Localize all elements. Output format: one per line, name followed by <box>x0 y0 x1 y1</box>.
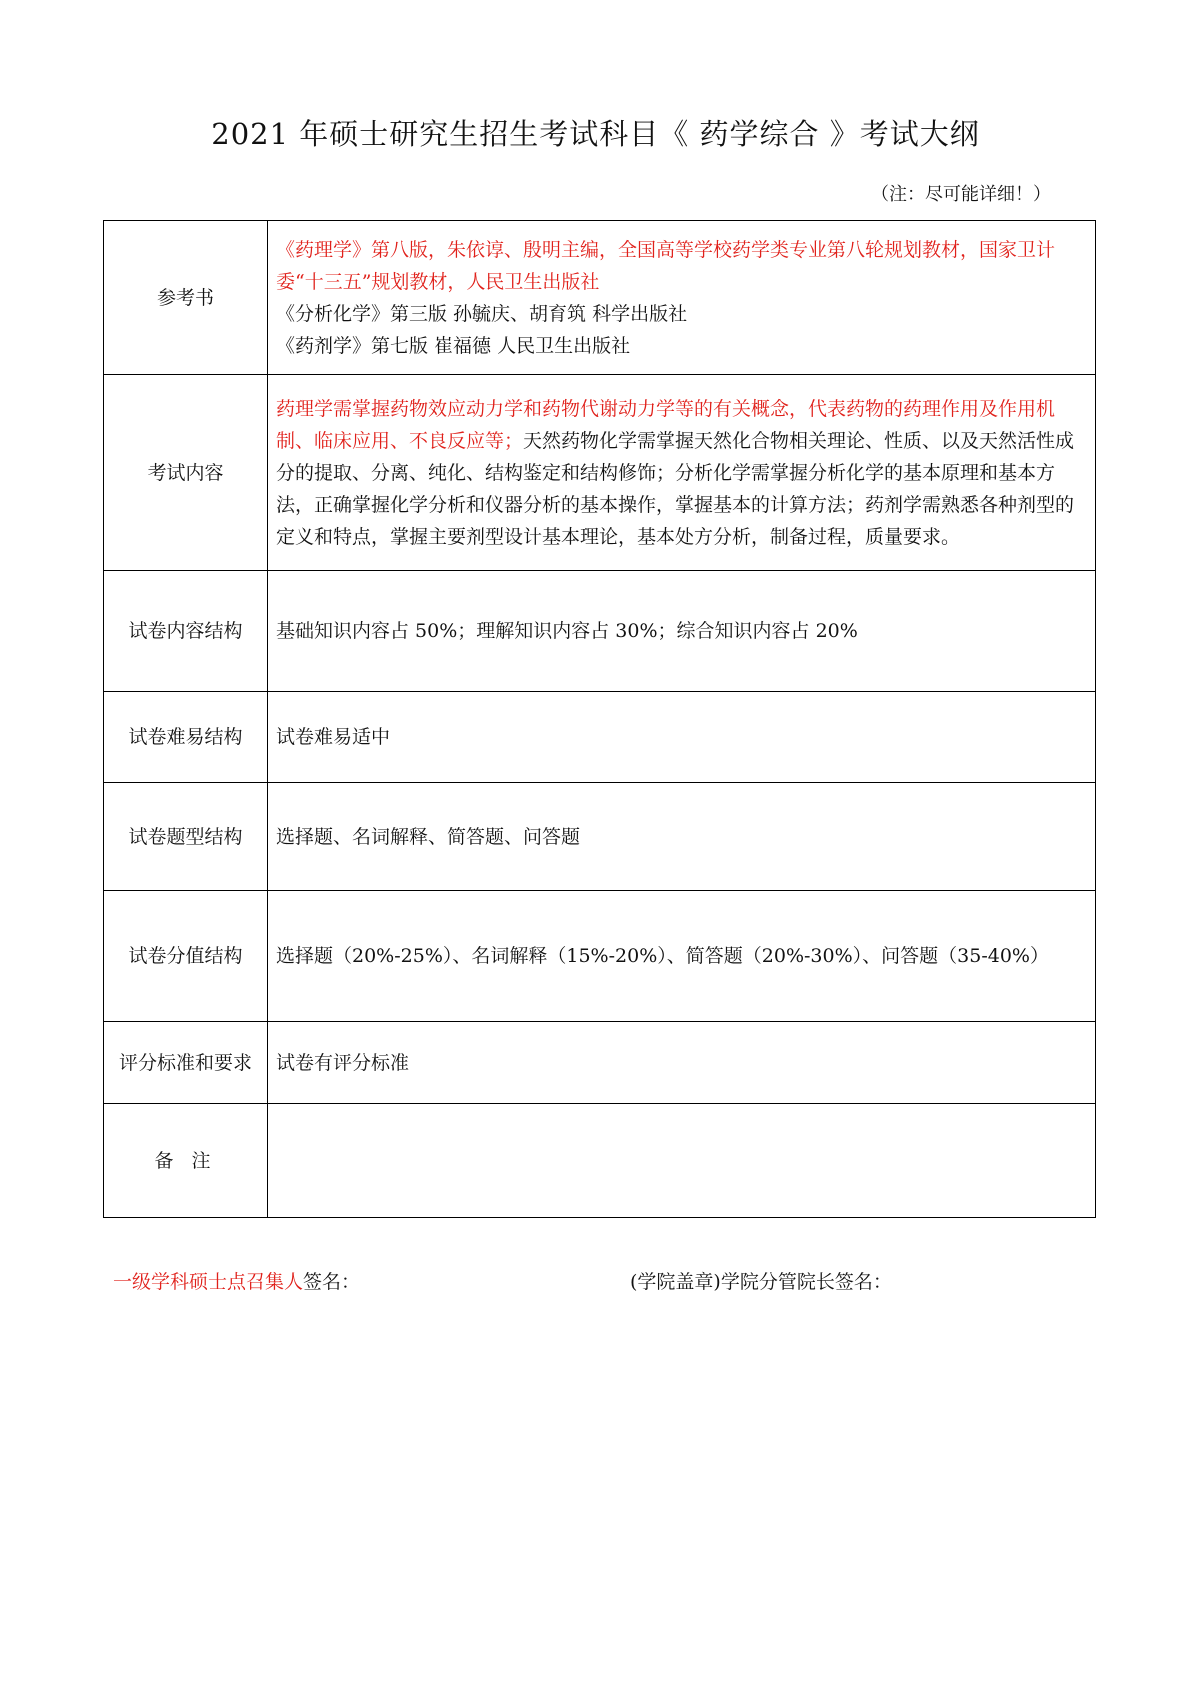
convener-label: 一级学科硕士点召集人 <box>113 1271 304 1293</box>
exam-content-pharmacology: 药理学需掌握药物效应动力学和药物代谢动力学等的有关概念，代表药物的药理作用及作用机制、临床应用、不良反应等； <box>276 397 1056 452</box>
table-row-grading <box>104 1022 1096 1104</box>
label-score-structure: 试卷分值结构 <box>104 891 268 1022</box>
exam-content-other: 天然药物化学需掌握天然化合物相关理论、性质、以及天然活性成分的提取、分离、纯化、结构鉴定和结构修饰；分析化学需掌握分析化学的基本原理和基本方法，正确掌握化学分析和仪器分析的基本操作，掌握基本的计算方法；药剂学需熟悉各种剂型的定义和特点，掌握主要剂型设计基本理论，基本处方分析，制备过程，质量要求。 <box>276 429 1075 548</box>
table-row-structure <box>104 571 1096 692</box>
value-exam-content <box>268 375 1096 571</box>
table-row-difficulty <box>104 692 1096 783</box>
label-question-types: 试卷题型结构 <box>104 783 268 891</box>
table-row-types <box>104 783 1096 891</box>
label-exam-content: 考试内容 <box>104 375 268 571</box>
dean-signature: (学院盖章)学院分管院长签名： <box>630 1271 892 1293</box>
convener-signature <box>113 1267 360 1294</box>
label-difficulty-structure: 试卷难易结构 <box>104 692 268 783</box>
value-remarks <box>268 1104 1096 1218</box>
label-grading-standard: 评分标准和要求 <box>104 1022 268 1104</box>
value-difficulty-structure: 试卷难易适中 <box>268 692 1096 783</box>
reference-book-2: 《分析化学》第三版 孙毓庆、胡育筑 科学出版社 <box>276 302 688 325</box>
value-reference-books <box>268 221 1096 375</box>
table-row-scores <box>104 891 1096 1022</box>
value-question-types: 选择题、名词解释、简答题、问答题 <box>268 783 1096 891</box>
label-content-structure: 试卷内容结构 <box>104 571 268 692</box>
label-reference-books: 参考书 <box>104 221 268 375</box>
syllabus-table <box>103 220 1096 1218</box>
document-title: 2021 年硕士研究生招生考试科目《 药学综合 》考试大纲 <box>211 117 980 151</box>
value-score-structure: 选择题（20%-25%）、名词解释（15%-20%）、简答题（20%-30%）、问答题（35-40%） <box>268 891 1096 1022</box>
convener-sign-label: 签名： <box>303 1271 361 1293</box>
label-remarks: 备 注 <box>104 1104 268 1218</box>
table-row-reference <box>104 221 1096 375</box>
value-grading-standard: 试卷有评分标准 <box>268 1022 1096 1104</box>
reference-book-3: 《药剂学》第七版 崔福德 人民卫生出版社 <box>276 334 631 357</box>
reference-book-1: 《药理学》第八版，朱依谆、殷明主编，全国高等学校药学类专业第八轮规划教材，国家卫计委“十三五”规划教材，人民卫生出版社 <box>276 238 1056 293</box>
note: （注：尽可能详细！） <box>871 184 1051 205</box>
table-row-remarks <box>104 1104 1096 1218</box>
value-content-structure: 基础知识内容占 50%；理解知识内容占 30%；综合知识内容占 20% <box>268 571 1096 692</box>
table-row-content <box>104 375 1096 571</box>
